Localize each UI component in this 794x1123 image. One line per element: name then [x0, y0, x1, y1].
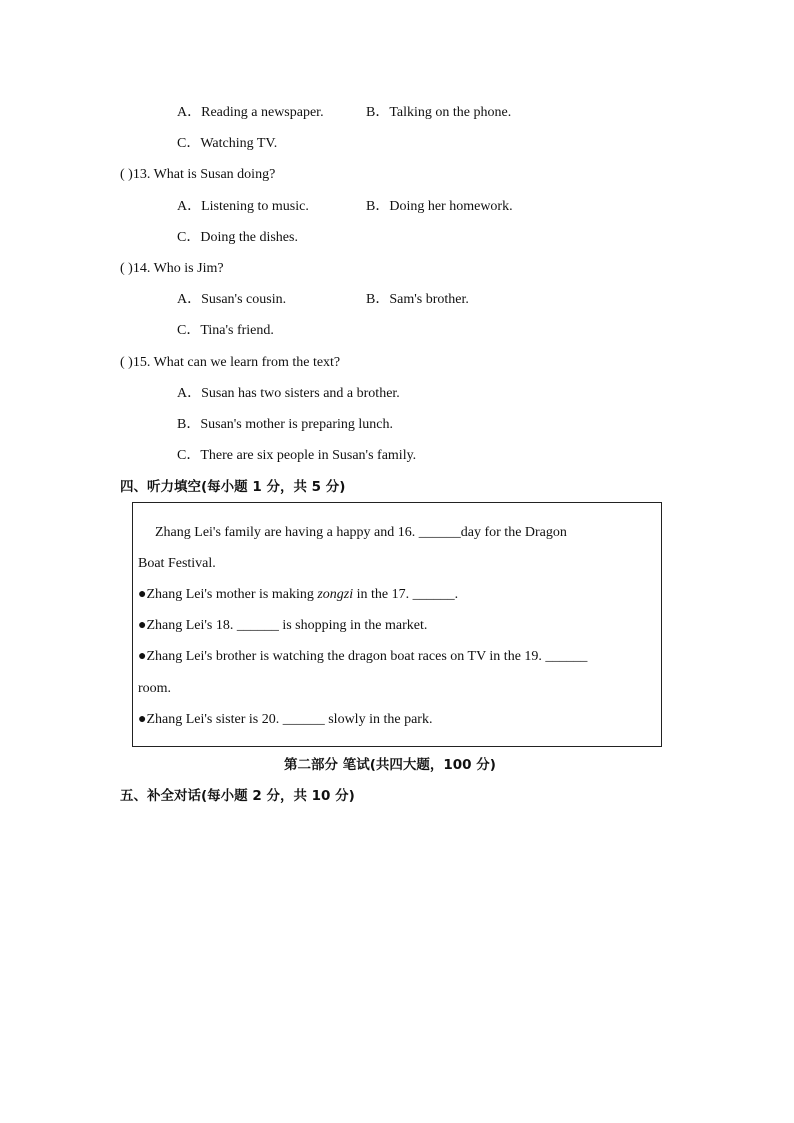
q13-option-c: C．Doing the dishes. — [177, 230, 298, 245]
q12-option-b: B．Talking on the phone. — [366, 105, 512, 120]
intro-line-2: Boat Festival. — [138, 556, 216, 571]
section4-heading: 四、听力填空(每小题 1 分，共 5 分) — [120, 479, 346, 495]
intro-line-1: Zhang Lei's family are having a happy and 16. ______day for the Dragon — [155, 525, 567, 540]
q15-option-a: A．Susan has two sisters and a brother. — [177, 386, 400, 401]
q15-stem: ( )15. What can we learn from the text? — [120, 355, 341, 370]
zongzi-word: zongzi — [317, 587, 354, 602]
blank-20-line: ●Zhang Lei's sister is 20. ______ slowly in the park. — [138, 712, 433, 727]
q14-option-c: C．Tina's friend. — [177, 323, 274, 338]
blank-17-post: in the 17. ______. — [353, 587, 459, 602]
blank-17-line — [138, 586, 458, 604]
q13-option-b: B．Doing her homework. — [366, 199, 513, 214]
q15-option-c: C．There are six people in Susan's family. — [177, 448, 417, 463]
q12-option-c: C．Watching TV. — [177, 136, 278, 151]
blank-17-pre: ●Zhang Lei's mother is making — [138, 587, 318, 602]
part2-heading: 第二部分 笔试(共四大题，100 分) — [284, 757, 496, 773]
q14-stem: ( )14. Who is Jim? — [120, 261, 224, 276]
q12-option-a: A．Reading a newspaper. — [177, 105, 324, 120]
q15-option-b: B．Susan's mother is preparing lunch. — [177, 417, 393, 432]
q13-option-a: A．Listening to music. — [177, 199, 309, 214]
q14-option-b: B．Sam's brother. — [366, 292, 469, 307]
blank-18-line: ●Zhang Lei's 18. ______ is shopping in the market. — [138, 618, 428, 633]
blank-19-line-1: ●Zhang Lei's brother is watching the dragon boat races on TV in the 19. ______ — [138, 649, 588, 664]
q13-stem: ( )13. What is Susan doing? — [120, 167, 276, 182]
blank-19-line-2: room. — [138, 681, 172, 696]
q14-option-a: A．Susan's cousin. — [177, 292, 287, 307]
section5-heading: 五、补全对话(每小题 2 分，共 10 分) — [120, 788, 355, 804]
